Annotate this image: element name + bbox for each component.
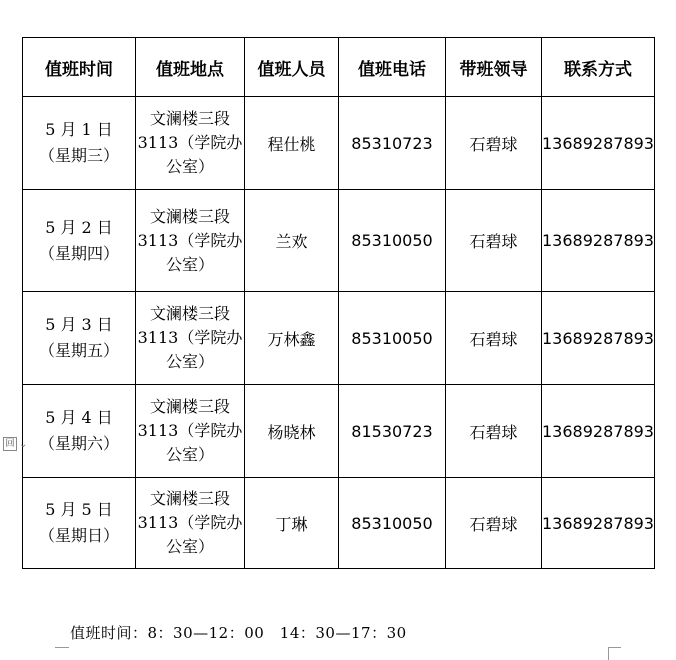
- phone-cell[interactable]: 85310050: [339, 190, 446, 292]
- location-line: 文澜楼三段: [149, 397, 230, 416]
- table-row: [23, 190, 655, 292]
- leader-cell[interactable]: 石碧球: [446, 478, 542, 569]
- location-line: 3113（学院办: [137, 133, 243, 152]
- staff-cell[interactable]: 杨晓林: [245, 385, 339, 478]
- date-text: 5 月 3 日: [45, 315, 113, 334]
- location-line: 公室）: [165, 157, 214, 176]
- header-duty-leader[interactable]: 带班领导: [446, 38, 542, 97]
- page-corner-mark-right: [608, 647, 621, 660]
- header-contact[interactable]: 联系方式: [542, 38, 655, 97]
- weekday-text: （星期五）: [38, 341, 119, 360]
- location-line: 文澜楼三段: [149, 304, 230, 323]
- contact-cell[interactable]: 13689287893: [542, 190, 655, 292]
- phone-cell[interactable]: 81530723: [339, 385, 446, 478]
- page-corner-mark-left: [55, 647, 69, 660]
- header-duty-location[interactable]: 值班地点: [136, 38, 245, 97]
- location-line: 公室）: [165, 445, 214, 464]
- chevron-down-icon[interactable]: ⌄: [19, 438, 28, 450]
- date-text: 5 月 5 日: [45, 500, 113, 519]
- weekday-text: （星期三）: [38, 146, 119, 165]
- location-line: 文澜楼三段: [149, 206, 230, 226]
- location-line: 3113（学院办: [137, 328, 243, 347]
- date-cell[interactable]: [23, 385, 136, 478]
- date-cell[interactable]: [23, 478, 136, 569]
- location-cell[interactable]: [136, 478, 245, 569]
- leader-cell[interactable]: 石碧球: [446, 97, 542, 190]
- date-text: 5 月 2 日: [45, 217, 113, 237]
- table-row: [23, 385, 655, 478]
- header-duty-phone[interactable]: 值班电话: [339, 38, 446, 97]
- location-line: 文澜楼三段: [149, 109, 230, 128]
- table-row: [23, 478, 655, 569]
- header-duty-time[interactable]: 值班时间: [23, 38, 136, 97]
- duty-hours-note: 值班时间：8：30—12：00 14：30—17：30: [70, 624, 407, 642]
- weekday-text: （星期四）: [38, 243, 119, 263]
- staff-cell[interactable]: 程仕桃: [245, 97, 339, 190]
- table-row: [23, 97, 655, 190]
- location-line: 3113（学院办: [137, 230, 243, 250]
- date-text: 5 月 1 日: [45, 120, 113, 139]
- table-header-row: [23, 38, 655, 97]
- table-row: [23, 292, 655, 385]
- staff-cell[interactable]: 丁琳: [245, 478, 339, 569]
- leader-cell[interactable]: 石碧球: [446, 292, 542, 385]
- phone-cell[interactable]: 85310050: [339, 292, 446, 385]
- table-row-handle[interactable]: [3, 435, 33, 453]
- leader-cell[interactable]: 石碧球: [446, 385, 542, 478]
- staff-cell[interactable]: 万林鑫: [245, 292, 339, 385]
- phone-cell[interactable]: 85310723: [339, 97, 446, 190]
- location-line: 公室）: [165, 537, 214, 556]
- leader-cell[interactable]: 石碧球: [446, 190, 542, 292]
- phone-cell[interactable]: 85310050: [339, 478, 446, 569]
- contact-cell[interactable]: 13689287893: [542, 292, 655, 385]
- date-cell[interactable]: [23, 190, 136, 292]
- header-duty-staff[interactable]: 值班人员: [245, 38, 339, 97]
- duty-schedule-table: [22, 37, 655, 569]
- weekday-text: （星期六）: [38, 434, 119, 453]
- table-row-handle-icon[interactable]: 回: [3, 437, 17, 451]
- location-cell[interactable]: [136, 385, 245, 478]
- location-cell[interactable]: [136, 292, 245, 385]
- location-line: 3113（学院办: [137, 513, 243, 532]
- location-line: 公室）: [165, 254, 214, 274]
- location-cell[interactable]: [136, 97, 245, 190]
- weekday-text: （星期日）: [38, 526, 119, 545]
- location-cell[interactable]: [136, 190, 245, 292]
- date-text: 5 月 4 日: [45, 408, 113, 427]
- location-line: 3113（学院办: [137, 421, 243, 440]
- location-line: 文澜楼三段: [149, 489, 230, 508]
- staff-cell[interactable]: 兰欢: [245, 190, 339, 292]
- date-cell[interactable]: [23, 292, 136, 385]
- contact-cell[interactable]: 13689287893: [542, 478, 655, 569]
- contact-cell[interactable]: 13689287893: [542, 97, 655, 190]
- location-line: 公室）: [165, 352, 214, 371]
- contact-cell[interactable]: 13689287893: [542, 385, 655, 478]
- date-cell[interactable]: [23, 97, 136, 190]
